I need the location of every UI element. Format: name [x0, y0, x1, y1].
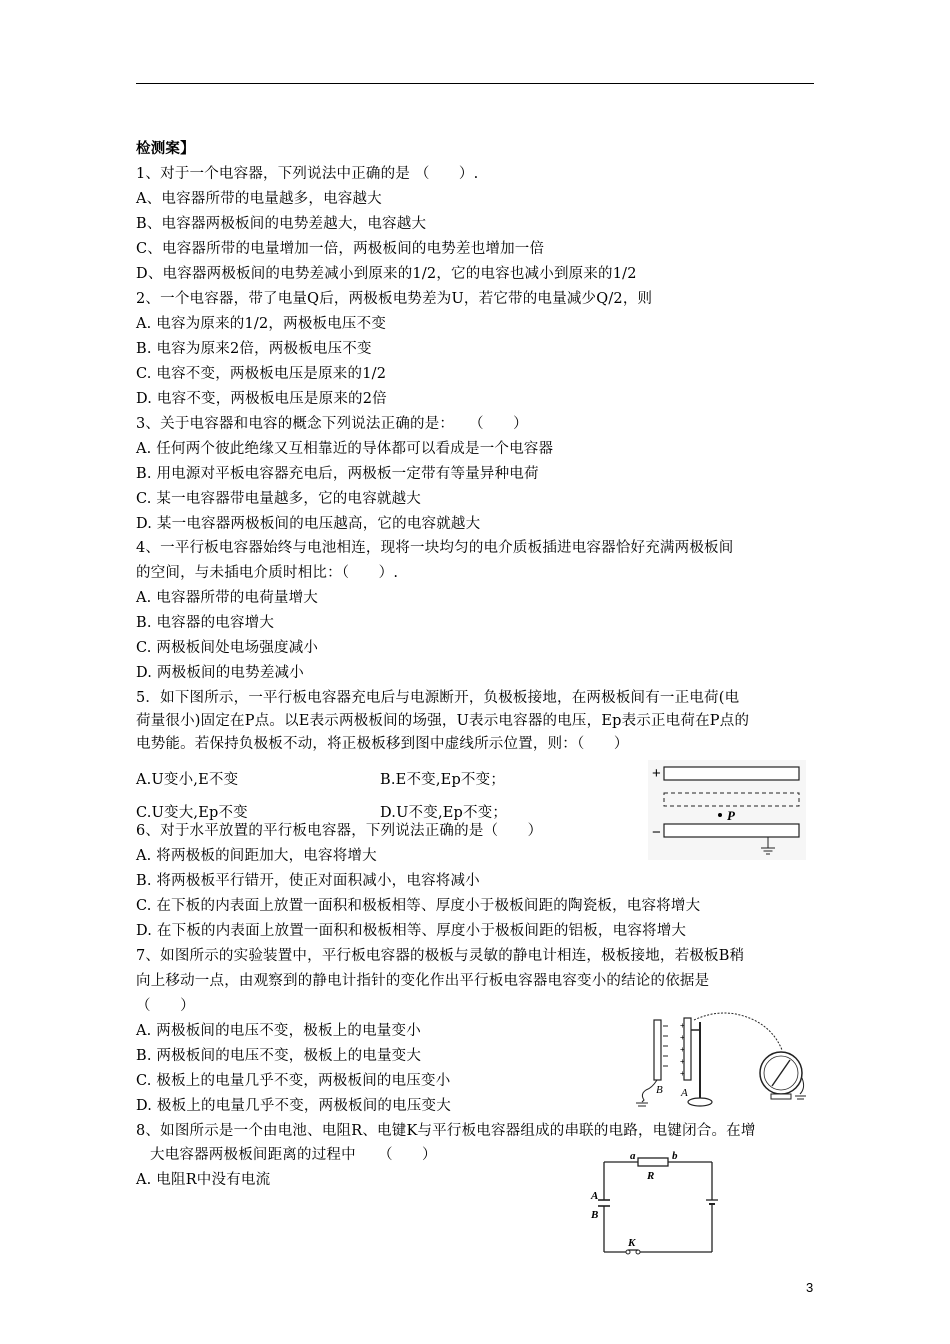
q5-point-p-dot	[718, 813, 722, 817]
q7-connecting-wire	[694, 1013, 782, 1050]
q2-option-c: C. 电容不变，两极板电压是原来的1/2	[136, 366, 387, 382]
q8-stem-line1: 8、如图所示是一个由电池、电阻R、电键K与平行板电容器组成的串联的电路，电键闭合。在增	[136, 1123, 756, 1139]
q5-option-c: C.U变大,Ep不变	[136, 805, 248, 821]
q5-stem-line2: 荷量很小)固定在P点。以E表示两极板间的场强，U表示电容器的电压，Ep表示正电荷在P点的	[136, 713, 750, 729]
q3-option-a: A. 任何两个彼此绝缘又互相靠近的导体都可以看成是一个电容器	[136, 441, 554, 457]
q6-option-c: C. 在下板的内表面上放置一面积和极板相等、厚度小于极板间距的陶瓷板，电容将增大	[136, 898, 701, 914]
q6-option-d: D. 在下板的内表面上放置一面积和极板相等、厚度小于极板间距的铝板，电容将增大	[136, 923, 687, 939]
q5-option-a: A.U变小,E不变	[136, 772, 239, 788]
q4-option-b: B. 电容器的电容增大	[136, 615, 275, 631]
q1-option-c: C、电容器所带的电量增加一倍，两极板间的电势差也增加一倍	[136, 241, 545, 257]
page-number: 3	[806, 1280, 814, 1295]
q3-option-d: D. 某一电容器两极板间的电压越高，它的电容就越大	[136, 516, 481, 532]
q8-label-k: K	[628, 1237, 636, 1249]
q2-stem: 2、一个电容器，带了电量Q后，两极板电势差为U，若它带的电量减少Q/2，则	[136, 291, 653, 307]
q1-option-a: A、电容器所带的电量越多，电容越大	[136, 191, 382, 207]
q4-option-d: D. 两极板间的电势差减小	[136, 665, 304, 681]
q4-option-c: C. 两极板间处电场强度减小	[136, 640, 319, 656]
q7-plate-b	[654, 1020, 661, 1080]
q1-option-d: D、电容器两极板间的电势差减小到原来的1/2，它的电容也减小到原来的1/2	[136, 266, 637, 282]
q6-stem: 6、对于水平放置的平行板电容器，下列说法正确的是（ ）	[136, 823, 543, 839]
q4-stem-line1: 4、一平行板电容器始终与电池相连，现将一块均匀的电介质板插进电容器恰好充满两极板间	[136, 540, 734, 556]
q6-option-a: A. 将两极板的间距加大，电容将增大	[136, 848, 377, 864]
q2-option-d: D. 电容不变，两极板电压是原来的2倍	[136, 391, 387, 407]
q5-point-p-label: P	[727, 808, 735, 823]
svg-text:+: +	[680, 1045, 685, 1054]
q7-electrometer-base	[771, 1094, 791, 1099]
q7-plate-a	[684, 1018, 691, 1080]
q7-label-b: B	[656, 1084, 663, 1096]
q8-label-cap-a: A	[591, 1190, 599, 1202]
q8-stem-line2: 大电容器两极板间距离的过程中 （ ）	[150, 1147, 437, 1163]
q7-electrometer-figure	[634, 1010, 810, 1114]
q4-stem-line2: 的空间，与未插电介质时相比：（ ）.	[136, 565, 399, 581]
q4-option-a: A. 电容器所带的电荷量增大	[136, 590, 318, 606]
q8-label-b: b	[672, 1150, 678, 1162]
q5-option-d: D.U不变,Ep不变；	[380, 805, 508, 821]
q7-stem-line1: 7、如图所示的实验装置中，平行板电容器的极板与灵敏的静电计相连，极板接地，若极板B稍	[136, 948, 745, 964]
q3-stem: 3、关于电容器和电容的概念下列说法正确的是： （ ）	[136, 416, 528, 432]
q5-stem-line1: 5．如下图所示，一平行板电容器充电后与电源断开，负极板接地，在两极板间有一正电荷(电	[136, 690, 740, 706]
q8-label-cap-b: B	[591, 1209, 599, 1221]
q7-stem-line3: （ ）	[136, 998, 195, 1014]
q3-option-b: B. 用电源对平板电容器充电后，两极板一定带有等量异种电荷	[136, 466, 539, 482]
q7-plate-b-ground-wire	[642, 1080, 657, 1102]
q8-resistor	[638, 1158, 668, 1166]
q7-option-d: D. 极板上的电量几乎不变，两极板间的电压变大	[136, 1098, 451, 1114]
q1-stem: 1、对于一个电容器，下列说法中正确的是 （ ）.	[136, 166, 479, 182]
header-rule	[136, 83, 814, 84]
q7-stand-base	[688, 1098, 712, 1106]
svg-text:+: +	[680, 1057, 685, 1066]
q8-circuit-figure	[590, 1148, 720, 1258]
q5-negative-plate	[664, 824, 799, 837]
svg-text:+: +	[680, 1021, 685, 1030]
q5-option-b: B.E不变,Ep不变；	[380, 772, 506, 788]
q5-minus-label: −	[652, 824, 661, 841]
q7-stem-line2: 向上移动一点，由观察到的静电计指针的变化作出平行板电容器电容变小的结论的依据是	[136, 973, 710, 989]
svg-text:+: +	[680, 1069, 685, 1078]
q5-plus-label: +	[652, 765, 661, 782]
q7-option-b: B. 两极板间的电压不变，极板上的电量变大	[136, 1048, 422, 1064]
q2-option-b: B. 电容为原来2倍，两极板电压不变	[136, 341, 372, 357]
q7-option-c: C. 极板上的电量几乎不变，两极板间的电压变小	[136, 1073, 451, 1089]
q2-option-a: A. 电容为原来的1/2，两极板电压不变	[136, 316, 387, 332]
q5-stem-line3: 电势能。若保持负极板不动，将正极板移到图中虚线所示位置，则：（ ）	[136, 736, 629, 752]
q1-option-b: B、电容器两极板间的电势差越大，电容越大	[136, 216, 427, 232]
q8-label-r: R	[647, 1170, 655, 1182]
section-title: 检测案】	[136, 140, 195, 157]
q3-option-c: C. 某一电容器带电量越多，它的电容就越大	[136, 491, 421, 507]
q5-positive-plate	[664, 767, 799, 780]
q7-label-a: A	[681, 1087, 688, 1099]
q5-capacitor-figure	[648, 760, 806, 860]
q7-option-a: A. 两极板间的电压不变，极板上的电量变小	[136, 1023, 421, 1039]
q8-label-a: a	[630, 1150, 636, 1162]
q6-option-b: B. 将两极板平行错开，使正对面积减小，电容将减小	[136, 873, 480, 889]
svg-text:+: +	[680, 1033, 685, 1042]
q8-option-a: A. 电阻R中没有电流	[136, 1172, 271, 1188]
